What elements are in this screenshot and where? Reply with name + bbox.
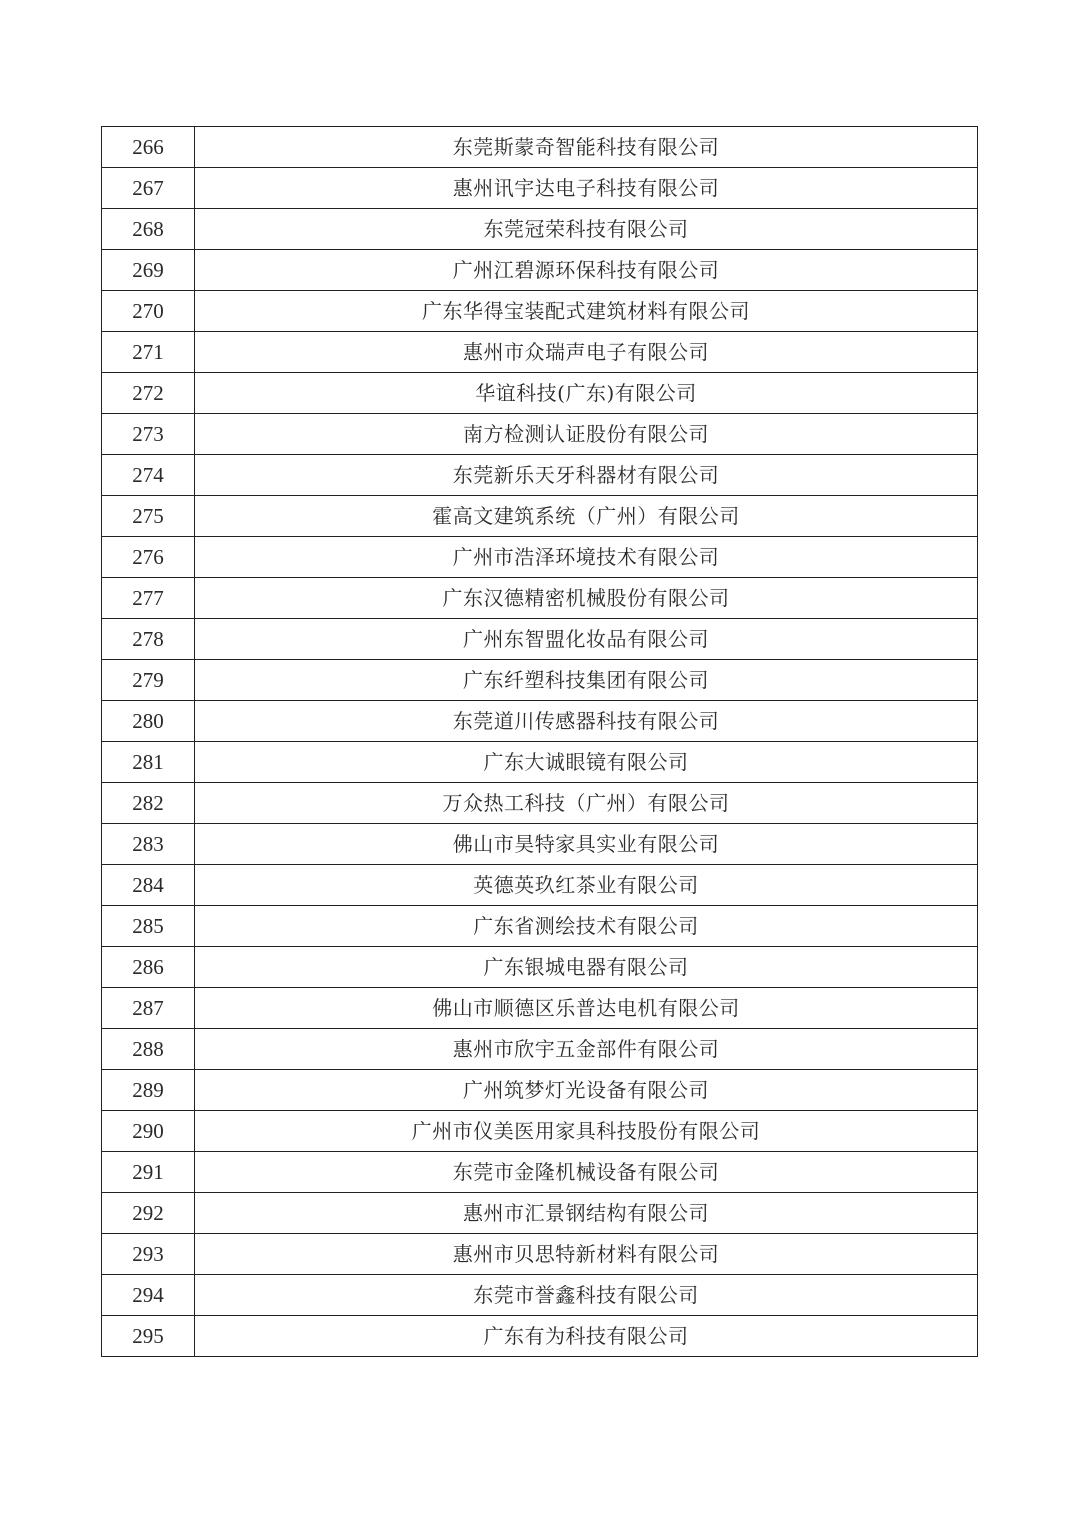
table-row: [102, 824, 978, 865]
company-name-cell: 广东银城电器有限公司: [195, 947, 978, 988]
row-number-cell: 283: [102, 824, 195, 865]
row-number-cell: 272: [102, 373, 195, 414]
row-number-cell: 269: [102, 250, 195, 291]
row-number-cell: 281: [102, 742, 195, 783]
table-row: [102, 168, 978, 209]
row-number-cell: 282: [102, 783, 195, 824]
table-row: [102, 537, 978, 578]
table-row: [102, 988, 978, 1029]
row-number-cell: 294: [102, 1275, 195, 1316]
row-number-cell: 278: [102, 619, 195, 660]
table-row: [102, 783, 978, 824]
company-name-cell: 广州东智盟化妆品有限公司: [195, 619, 978, 660]
company-name-cell: 惠州市汇景钢结构有限公司: [195, 1193, 978, 1234]
row-number-cell: 271: [102, 332, 195, 373]
table-row: [102, 332, 978, 373]
row-number-cell: 287: [102, 988, 195, 1029]
company-name-cell: 万众热工科技（广州）有限公司: [195, 783, 978, 824]
table-row: [102, 1316, 978, 1357]
row-number-cell: 275: [102, 496, 195, 537]
company-name-cell: 霍高文建筑系统（广州）有限公司: [195, 496, 978, 537]
table-row: [102, 578, 978, 619]
row-number-cell: 270: [102, 291, 195, 332]
row-number-cell: 266: [102, 127, 195, 168]
row-number-cell: 284: [102, 865, 195, 906]
company-name-cell: 广东有为科技有限公司: [195, 1316, 978, 1357]
row-number-cell: 293: [102, 1234, 195, 1275]
row-number-cell: 291: [102, 1152, 195, 1193]
table-row: [102, 414, 978, 455]
table-row: [102, 906, 978, 947]
row-number-cell: 267: [102, 168, 195, 209]
company-name-cell: 广州江碧源环保科技有限公司: [195, 250, 978, 291]
row-number-cell: 292: [102, 1193, 195, 1234]
row-number-cell: 274: [102, 455, 195, 496]
row-number-cell: 279: [102, 660, 195, 701]
row-number-cell: 268: [102, 209, 195, 250]
table-row: [102, 496, 978, 537]
row-number-cell: 285: [102, 906, 195, 947]
row-number-cell: 295: [102, 1316, 195, 1357]
table-row: [102, 209, 978, 250]
table-row: [102, 250, 978, 291]
table-row: [102, 1152, 978, 1193]
company-name-cell: 东莞市誉鑫科技有限公司: [195, 1275, 978, 1316]
table-row: [102, 947, 978, 988]
company-name-cell: 佛山市昊特家具实业有限公司: [195, 824, 978, 865]
row-number-cell: 276: [102, 537, 195, 578]
table-row: [102, 701, 978, 742]
row-number-cell: 273: [102, 414, 195, 455]
company-name-cell: 惠州讯宇达电子科技有限公司: [195, 168, 978, 209]
company-name-cell: 东莞道川传感器科技有限公司: [195, 701, 978, 742]
company-name-cell: 广东汉德精密机械股份有限公司: [195, 578, 978, 619]
company-name-cell: 东莞冠荣科技有限公司: [195, 209, 978, 250]
company-name-cell: 惠州市众瑞声电子有限公司: [195, 332, 978, 373]
table-row: [102, 455, 978, 496]
company-name-cell: 东莞市金隆机械设备有限公司: [195, 1152, 978, 1193]
table-row: [102, 1234, 978, 1275]
table-row: [102, 291, 978, 332]
company-name-cell: 广东华得宝装配式建筑材料有限公司: [195, 291, 978, 332]
table-row: [102, 865, 978, 906]
table-row: [102, 373, 978, 414]
company-name-cell: 英德英玖红茶业有限公司: [195, 865, 978, 906]
table-row: [102, 1029, 978, 1070]
row-number-cell: 290: [102, 1111, 195, 1152]
company-name-cell: 东莞新乐天牙科器材有限公司: [195, 455, 978, 496]
company-name-cell: 惠州市欣宇五金部件有限公司: [195, 1029, 978, 1070]
company-name-cell: 广东大诚眼镜有限公司: [195, 742, 978, 783]
table-row: [102, 1111, 978, 1152]
table-row: [102, 1193, 978, 1234]
company-list-body: [102, 127, 978, 1357]
company-name-cell: 广州筑梦灯光设备有限公司: [195, 1070, 978, 1111]
company-name-cell: 华谊科技(广东)有限公司: [195, 373, 978, 414]
company-name-cell: 东莞斯蒙奇智能科技有限公司: [195, 127, 978, 168]
company-name-cell: 广州市仪美医用家具科技股份有限公司: [195, 1111, 978, 1152]
table-row: [102, 1275, 978, 1316]
table-row: [102, 127, 978, 168]
row-number-cell: 289: [102, 1070, 195, 1111]
row-number-cell: 288: [102, 1029, 195, 1070]
table-row: [102, 742, 978, 783]
row-number-cell: 280: [102, 701, 195, 742]
company-name-cell: 南方检测认证股份有限公司: [195, 414, 978, 455]
company-name-cell: 广东纤塑科技集团有限公司: [195, 660, 978, 701]
table-row: [102, 660, 978, 701]
company-name-cell: 惠州市贝思特新材料有限公司: [195, 1234, 978, 1275]
table-row: [102, 619, 978, 660]
company-list-table: [101, 126, 978, 1357]
table-row: [102, 1070, 978, 1111]
row-number-cell: 277: [102, 578, 195, 619]
row-number-cell: 286: [102, 947, 195, 988]
company-name-cell: 广东省测绘技术有限公司: [195, 906, 978, 947]
company-name-cell: 佛山市顺德区乐普达电机有限公司: [195, 988, 978, 1029]
company-name-cell: 广州市浩泽环境技术有限公司: [195, 537, 978, 578]
